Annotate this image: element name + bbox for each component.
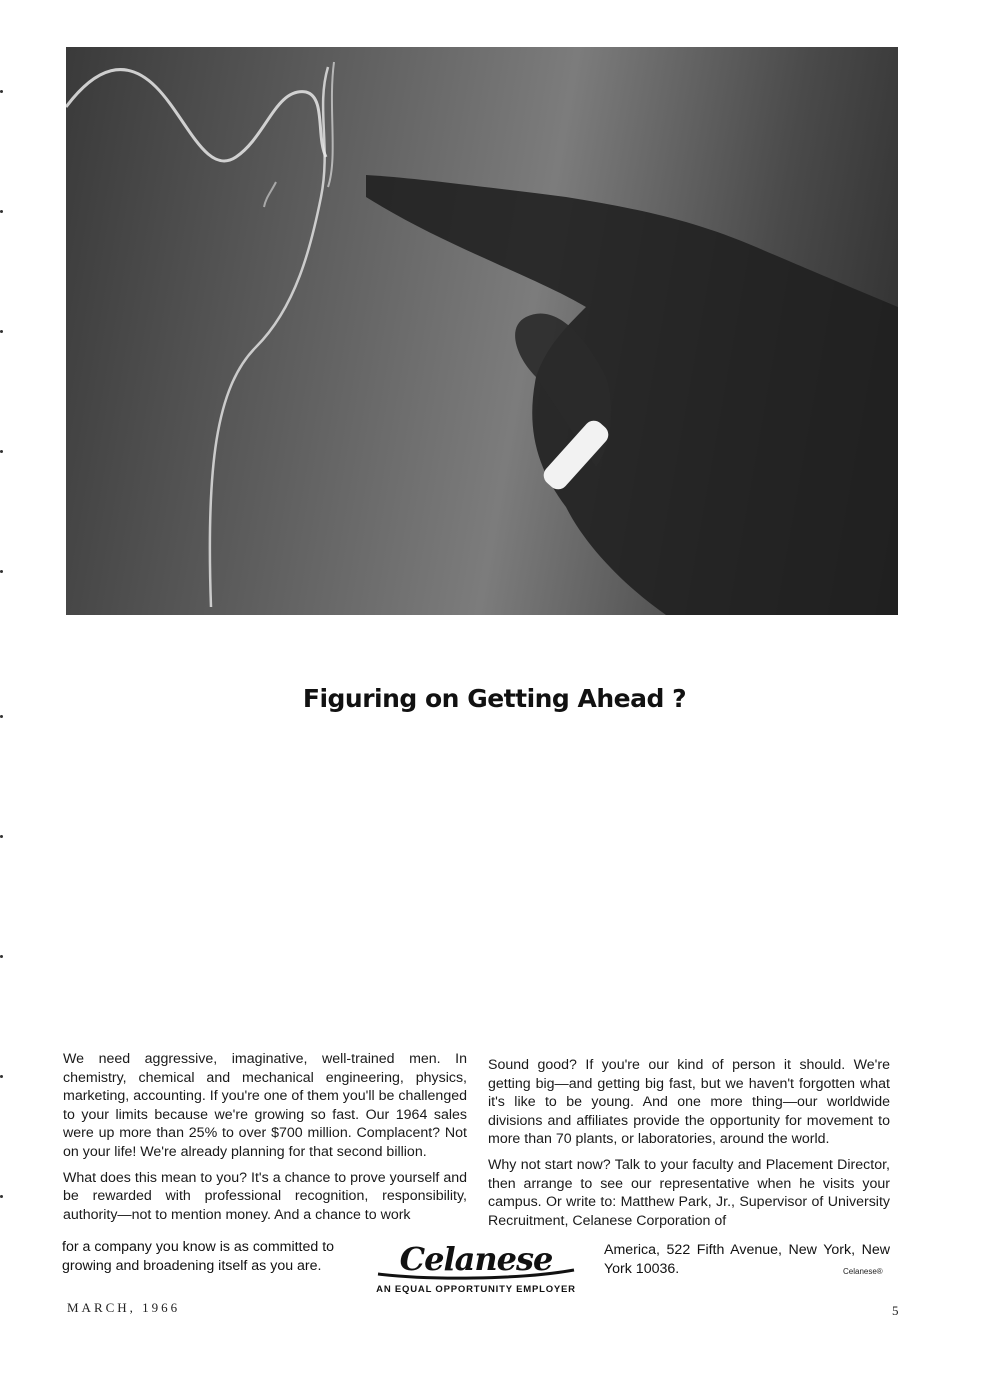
margin-mark <box>0 715 3 718</box>
body-paragraph: Sound good? If you're our kind of person it should. We're getting big—and getting big fast, but we haven't forgotten what it's like to be young. And one more thing—our worldwide divisions and affiliates provide the opportunity for movement to more than 70 plants, or laboratories, around the world. <box>488 1057 890 1148</box>
page-number: 5 <box>892 1303 899 1318</box>
margin-mark <box>0 1075 3 1078</box>
body-paragraph: We need aggressive, imaginative, well-trained men. In chemistry, chemical and mechanical engineering, physics, marketing, accounting. If you're one of them you'll be challenged to your limits because we're growing so fast. Our 1964 sales were up more than 25% to over $700 million. Complacent? Not on your life! We're already planning for that second billion. <box>63 1051 467 1160</box>
body-right-column <box>488 1056 890 1237</box>
body-right-tail: America, 522 Fifth Avenue, New York, New York 10036. <box>604 1242 890 1277</box>
margin-mark <box>0 210 3 213</box>
logo-tagline: AN EQUAL OPPORTUNITY EMPLOYER <box>376 1284 576 1295</box>
margin-mark <box>0 450 3 453</box>
margin-mark <box>0 955 3 958</box>
body-left-column <box>63 1050 467 1231</box>
body-left-tail: for a company you know is as committed to growing and broadening itself as you are. <box>62 1239 335 1274</box>
logo-wordmark: Celanese <box>399 1240 553 1278</box>
margin-mark <box>0 330 3 333</box>
hand-chalk-photo <box>66 47 898 615</box>
registered-mark: Celanese® <box>843 1267 883 1276</box>
footer-date: MARCH, 1966 <box>67 1300 181 1315</box>
logo-swash-icon <box>368 1266 584 1280</box>
celanese-logo <box>368 1240 584 1282</box>
margin-mark <box>0 835 3 838</box>
margin-mark <box>0 570 3 573</box>
body-paragraph: What does this mean to you? It's a chance to prove yourself and be rewarded with professional recognition, responsibility, authority—not to mention money. And a chance to work <box>63 1169 467 1223</box>
chalkboard-illustration <box>66 47 898 615</box>
margin-mark <box>0 1195 3 1198</box>
headline: Figuring on Getting Ahead ? <box>302 684 687 713</box>
body-paragraph: Why not start now? Talk to your faculty and Placement Director, then arrange to see our representative when he visits your campus. Or write to: Matthew Park, Jr., Supervisor of University Recruitment, Celanese Corporation of <box>488 1156 890 1229</box>
margin-mark <box>0 90 3 93</box>
